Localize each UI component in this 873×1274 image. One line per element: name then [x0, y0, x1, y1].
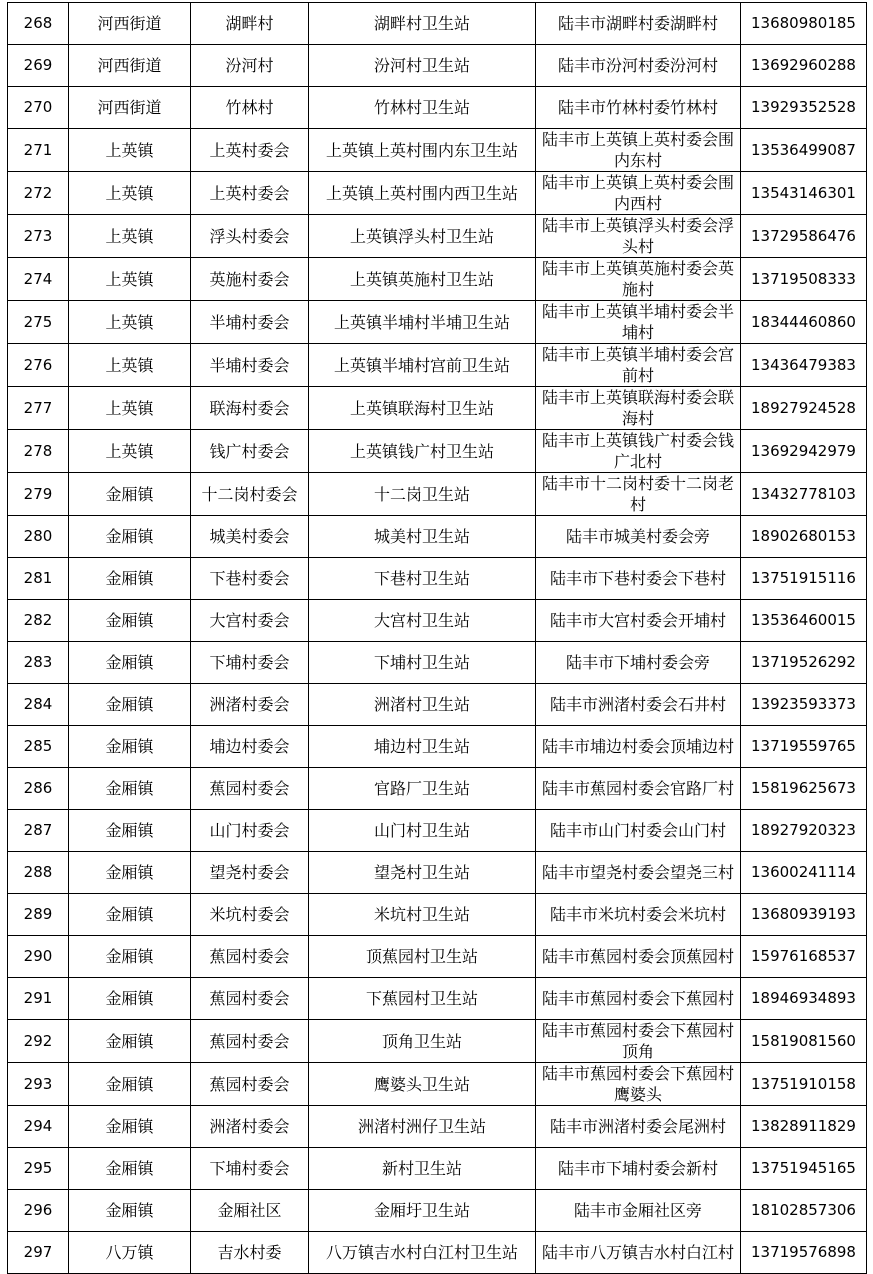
phone-number: 13719559765 — [741, 726, 867, 768]
table-row — [8, 1020, 867, 1063]
table-row — [8, 301, 867, 344]
phone-number: 13729586476 — [741, 215, 867, 258]
town-name: 金厢镇 — [69, 600, 191, 642]
table-row — [8, 894, 867, 936]
table-row — [8, 430, 867, 473]
village-committee: 城美村委会 — [191, 516, 309, 558]
town-name: 上英镇 — [69, 215, 191, 258]
table-row — [8, 473, 867, 516]
health-station-name: 下埔村卫生站 — [309, 642, 536, 684]
address: 陆丰市蕉园村委会下蕉园村鹰婆头 — [536, 1063, 741, 1106]
village-committee: 蕉园村委会 — [191, 936, 309, 978]
village-committee: 汾河村 — [191, 45, 309, 87]
table-row — [8, 1106, 867, 1148]
phone-number: 15976168537 — [741, 936, 867, 978]
village-committee: 吉水村委 — [191, 1232, 309, 1274]
phone-number: 18344460860 — [741, 301, 867, 344]
town-name: 金厢镇 — [69, 1020, 191, 1063]
address: 陆丰市下埔村委会旁 — [536, 642, 741, 684]
village-committee: 洲渚村委会 — [191, 1106, 309, 1148]
address: 陆丰市上英镇英施村委会英施村 — [536, 258, 741, 301]
row-number: 288 — [8, 852, 69, 894]
town-name: 金厢镇 — [69, 810, 191, 852]
health-station-name: 上英镇半埔村宫前卫生站 — [309, 344, 536, 387]
address: 陆丰市蕉园村委会顶蕉园村 — [536, 936, 741, 978]
address: 陆丰市上英镇上英村委会围内东村 — [536, 129, 741, 172]
phone-number: 15819625673 — [741, 768, 867, 810]
town-name: 上英镇 — [69, 344, 191, 387]
village-committee: 下埔村委会 — [191, 642, 309, 684]
address: 陆丰市下巷村委会下巷村 — [536, 558, 741, 600]
phone-number: 13692942979 — [741, 430, 867, 473]
health-station-name: 上英镇浮头村卫生站 — [309, 215, 536, 258]
phone-number: 13719526292 — [741, 642, 867, 684]
health-station-name: 上英镇半埔村半埔卫生站 — [309, 301, 536, 344]
health-station-name: 下蕉园村卫生站 — [309, 978, 536, 1020]
town-name: 河西街道 — [69, 45, 191, 87]
town-name: 上英镇 — [69, 387, 191, 430]
town-name: 八万镇 — [69, 1232, 191, 1274]
phone-number: 13680980185 — [741, 3, 867, 45]
town-name: 金厢镇 — [69, 558, 191, 600]
row-number: 293 — [8, 1063, 69, 1106]
health-station-name: 官路厂卫生站 — [309, 768, 536, 810]
health-station-name: 鹰婆头卫生站 — [309, 1063, 536, 1106]
address: 陆丰市城美村委会旁 — [536, 516, 741, 558]
row-number: 297 — [8, 1232, 69, 1274]
village-committee: 米坑村委会 — [191, 894, 309, 936]
table-body — [8, 3, 867, 1274]
address: 陆丰市下埔村委会新村 — [536, 1148, 741, 1190]
address: 陆丰市埔边村委会顶埔边村 — [536, 726, 741, 768]
phone-number: 18902680153 — [741, 516, 867, 558]
town-name: 上英镇 — [69, 172, 191, 215]
row-number: 270 — [8, 87, 69, 129]
health-station-name: 八万镇吉水村白江村卫生站 — [309, 1232, 536, 1274]
table-row — [8, 129, 867, 172]
phone-number: 13432778103 — [741, 473, 867, 516]
table-row — [8, 936, 867, 978]
village-committee: 半埔村委会 — [191, 344, 309, 387]
table-row — [8, 684, 867, 726]
town-name: 上英镇 — [69, 258, 191, 301]
row-number: 282 — [8, 600, 69, 642]
table-row — [8, 978, 867, 1020]
village-committee: 蕉园村委会 — [191, 768, 309, 810]
village-committee: 半埔村委会 — [191, 301, 309, 344]
row-number: 271 — [8, 129, 69, 172]
village-committee: 上英村委会 — [191, 172, 309, 215]
village-committee: 洲渚村委会 — [191, 684, 309, 726]
health-station-name: 上英镇联海村卫生站 — [309, 387, 536, 430]
town-name: 金厢镇 — [69, 684, 191, 726]
table-row — [8, 1148, 867, 1190]
village-committee: 望尧村委会 — [191, 852, 309, 894]
village-committee: 蕉园村委会 — [191, 978, 309, 1020]
address: 陆丰市湖畔村委湖畔村 — [536, 3, 741, 45]
row-number: 289 — [8, 894, 69, 936]
row-number: 275 — [8, 301, 69, 344]
town-name: 河西街道 — [69, 87, 191, 129]
phone-number: 13436479383 — [741, 344, 867, 387]
health-station-name: 城美村卫生站 — [309, 516, 536, 558]
phone-number: 13719576898 — [741, 1232, 867, 1274]
phone-number: 18946934893 — [741, 978, 867, 1020]
row-number: 295 — [8, 1148, 69, 1190]
row-number: 277 — [8, 387, 69, 430]
health-station-name: 金厢圩卫生站 — [309, 1190, 536, 1232]
table-row — [8, 516, 867, 558]
health-station-name: 十二岗卫生站 — [309, 473, 536, 516]
phone-number: 18927920323 — [741, 810, 867, 852]
row-number: 280 — [8, 516, 69, 558]
phone-number: 13536499087 — [741, 129, 867, 172]
village-committee: 竹林村 — [191, 87, 309, 129]
phone-number: 18927924528 — [741, 387, 867, 430]
row-number: 286 — [8, 768, 69, 810]
health-station-name: 顶蕉园村卫生站 — [309, 936, 536, 978]
town-name: 金厢镇 — [69, 894, 191, 936]
address: 陆丰市大宫村委会开埔村 — [536, 600, 741, 642]
row-number: 290 — [8, 936, 69, 978]
phone-number: 18102857306 — [741, 1190, 867, 1232]
health-station-name: 埔边村卫生站 — [309, 726, 536, 768]
row-number: 285 — [8, 726, 69, 768]
address: 陆丰市上英镇钱广村委会钱广北村 — [536, 430, 741, 473]
row-number: 281 — [8, 558, 69, 600]
address: 陆丰市洲渚村委会石井村 — [536, 684, 741, 726]
town-name: 金厢镇 — [69, 1106, 191, 1148]
table-row — [8, 87, 867, 129]
village-committee: 浮头村委会 — [191, 215, 309, 258]
phone-number: 13543146301 — [741, 172, 867, 215]
row-number: 272 — [8, 172, 69, 215]
village-committee: 金厢社区 — [191, 1190, 309, 1232]
health-station-name: 新村卫生站 — [309, 1148, 536, 1190]
row-number: 296 — [8, 1190, 69, 1232]
row-number: 283 — [8, 642, 69, 684]
village-committee: 下埔村委会 — [191, 1148, 309, 1190]
health-station-name: 米坑村卫生站 — [309, 894, 536, 936]
health-station-name: 上英镇钱广村卫生站 — [309, 430, 536, 473]
table-row — [8, 45, 867, 87]
health-station-name: 下巷村卫生站 — [309, 558, 536, 600]
address: 陆丰市上英镇半埔村委会半埔村 — [536, 301, 741, 344]
address: 陆丰市蕉园村委会官路厂村 — [536, 768, 741, 810]
row-number: 278 — [8, 430, 69, 473]
town-name: 上英镇 — [69, 129, 191, 172]
health-station-name: 上英镇上英村围内西卫生站 — [309, 172, 536, 215]
phone-number: 13828911829 — [741, 1106, 867, 1148]
town-name: 金厢镇 — [69, 1063, 191, 1106]
town-name: 金厢镇 — [69, 978, 191, 1020]
health-station-name: 洲渚村洲仔卫生站 — [309, 1106, 536, 1148]
row-number: 276 — [8, 344, 69, 387]
town-name: 金厢镇 — [69, 516, 191, 558]
address: 陆丰市蕉园村委会下蕉园村顶角 — [536, 1020, 741, 1063]
town-name: 金厢镇 — [69, 768, 191, 810]
table-row — [8, 1190, 867, 1232]
health-station-name: 洲渚村卫生站 — [309, 684, 536, 726]
table-row — [8, 215, 867, 258]
table-row — [8, 642, 867, 684]
table-row — [8, 558, 867, 600]
phone-number: 13751945165 — [741, 1148, 867, 1190]
address: 陆丰市蕉园村委会下蕉园村 — [536, 978, 741, 1020]
table-row — [8, 1232, 867, 1274]
address: 陆丰市十二岗村委十二岗老村 — [536, 473, 741, 516]
town-name: 上英镇 — [69, 430, 191, 473]
village-committee: 钱广村委会 — [191, 430, 309, 473]
row-number: 269 — [8, 45, 69, 87]
address: 陆丰市上英镇浮头村委会浮头村 — [536, 215, 741, 258]
row-number: 284 — [8, 684, 69, 726]
phone-number: 13751915116 — [741, 558, 867, 600]
phone-number: 13536460015 — [741, 600, 867, 642]
row-number: 273 — [8, 215, 69, 258]
town-name: 金厢镇 — [69, 1148, 191, 1190]
table-row — [8, 1063, 867, 1106]
table-row — [8, 810, 867, 852]
village-committee: 十二岗村委会 — [191, 473, 309, 516]
health-station-name: 上英镇英施村卫生站 — [309, 258, 536, 301]
village-committee: 英施村委会 — [191, 258, 309, 301]
row-number: 287 — [8, 810, 69, 852]
table-row — [8, 172, 867, 215]
health-station-table — [7, 2, 867, 1274]
village-committee: 山门村委会 — [191, 810, 309, 852]
address: 陆丰市竹林村委竹林村 — [536, 87, 741, 129]
table-row — [8, 387, 867, 430]
address: 陆丰市汾河村委汾河村 — [536, 45, 741, 87]
address: 陆丰市八万镇吉水村白江村 — [536, 1232, 741, 1274]
phone-number: 13680939193 — [741, 894, 867, 936]
phone-number: 13719508333 — [741, 258, 867, 301]
table-row — [8, 600, 867, 642]
town-name: 金厢镇 — [69, 1190, 191, 1232]
village-committee: 埔边村委会 — [191, 726, 309, 768]
phone-number: 13923593373 — [741, 684, 867, 726]
village-committee: 湖畔村 — [191, 3, 309, 45]
health-station-name: 上英镇上英村围内东卫生站 — [309, 129, 536, 172]
table-row — [8, 344, 867, 387]
village-committee: 蕉园村委会 — [191, 1063, 309, 1106]
town-name: 河西街道 — [69, 3, 191, 45]
table-row — [8, 726, 867, 768]
village-committee: 蕉园村委会 — [191, 1020, 309, 1063]
health-station-name: 山门村卫生站 — [309, 810, 536, 852]
row-number: 274 — [8, 258, 69, 301]
row-number: 291 — [8, 978, 69, 1020]
table-row — [8, 3, 867, 45]
address: 陆丰市洲渚村委会尾洲村 — [536, 1106, 741, 1148]
table-row — [8, 852, 867, 894]
address: 陆丰市上英镇上英村委会围内西村 — [536, 172, 741, 215]
health-station-name: 湖畔村卫生站 — [309, 3, 536, 45]
village-committee: 大宫村委会 — [191, 600, 309, 642]
health-station-name: 望尧村卫生站 — [309, 852, 536, 894]
address: 陆丰市山门村委会山门村 — [536, 810, 741, 852]
row-number: 268 — [8, 3, 69, 45]
health-station-name: 汾河村卫生站 — [309, 45, 536, 87]
town-name: 金厢镇 — [69, 473, 191, 516]
health-station-name: 顶角卫生站 — [309, 1020, 536, 1063]
row-number: 279 — [8, 473, 69, 516]
phone-number: 13692960288 — [741, 45, 867, 87]
address: 陆丰市米坑村委会米坑村 — [536, 894, 741, 936]
phone-number: 13929352528 — [741, 87, 867, 129]
health-station-name: 大宫村卫生站 — [309, 600, 536, 642]
table-row — [8, 258, 867, 301]
town-name: 金厢镇 — [69, 936, 191, 978]
phone-number: 13600241114 — [741, 852, 867, 894]
town-name: 金厢镇 — [69, 642, 191, 684]
village-committee: 上英村委会 — [191, 129, 309, 172]
phone-number: 13751910158 — [741, 1063, 867, 1106]
village-committee: 下巷村委会 — [191, 558, 309, 600]
town-name: 上英镇 — [69, 301, 191, 344]
health-station-name: 竹林村卫生站 — [309, 87, 536, 129]
address: 陆丰市望尧村委会望尧三村 — [536, 852, 741, 894]
town-name: 金厢镇 — [69, 852, 191, 894]
table-row — [8, 768, 867, 810]
village-committee: 联海村委会 — [191, 387, 309, 430]
address: 陆丰市金厢社区旁 — [536, 1190, 741, 1232]
row-number: 294 — [8, 1106, 69, 1148]
town-name: 金厢镇 — [69, 726, 191, 768]
address: 陆丰市上英镇半埔村委会宫前村 — [536, 344, 741, 387]
address: 陆丰市上英镇联海村委会联海村 — [536, 387, 741, 430]
row-number: 292 — [8, 1020, 69, 1063]
phone-number: 15819081560 — [741, 1020, 867, 1063]
